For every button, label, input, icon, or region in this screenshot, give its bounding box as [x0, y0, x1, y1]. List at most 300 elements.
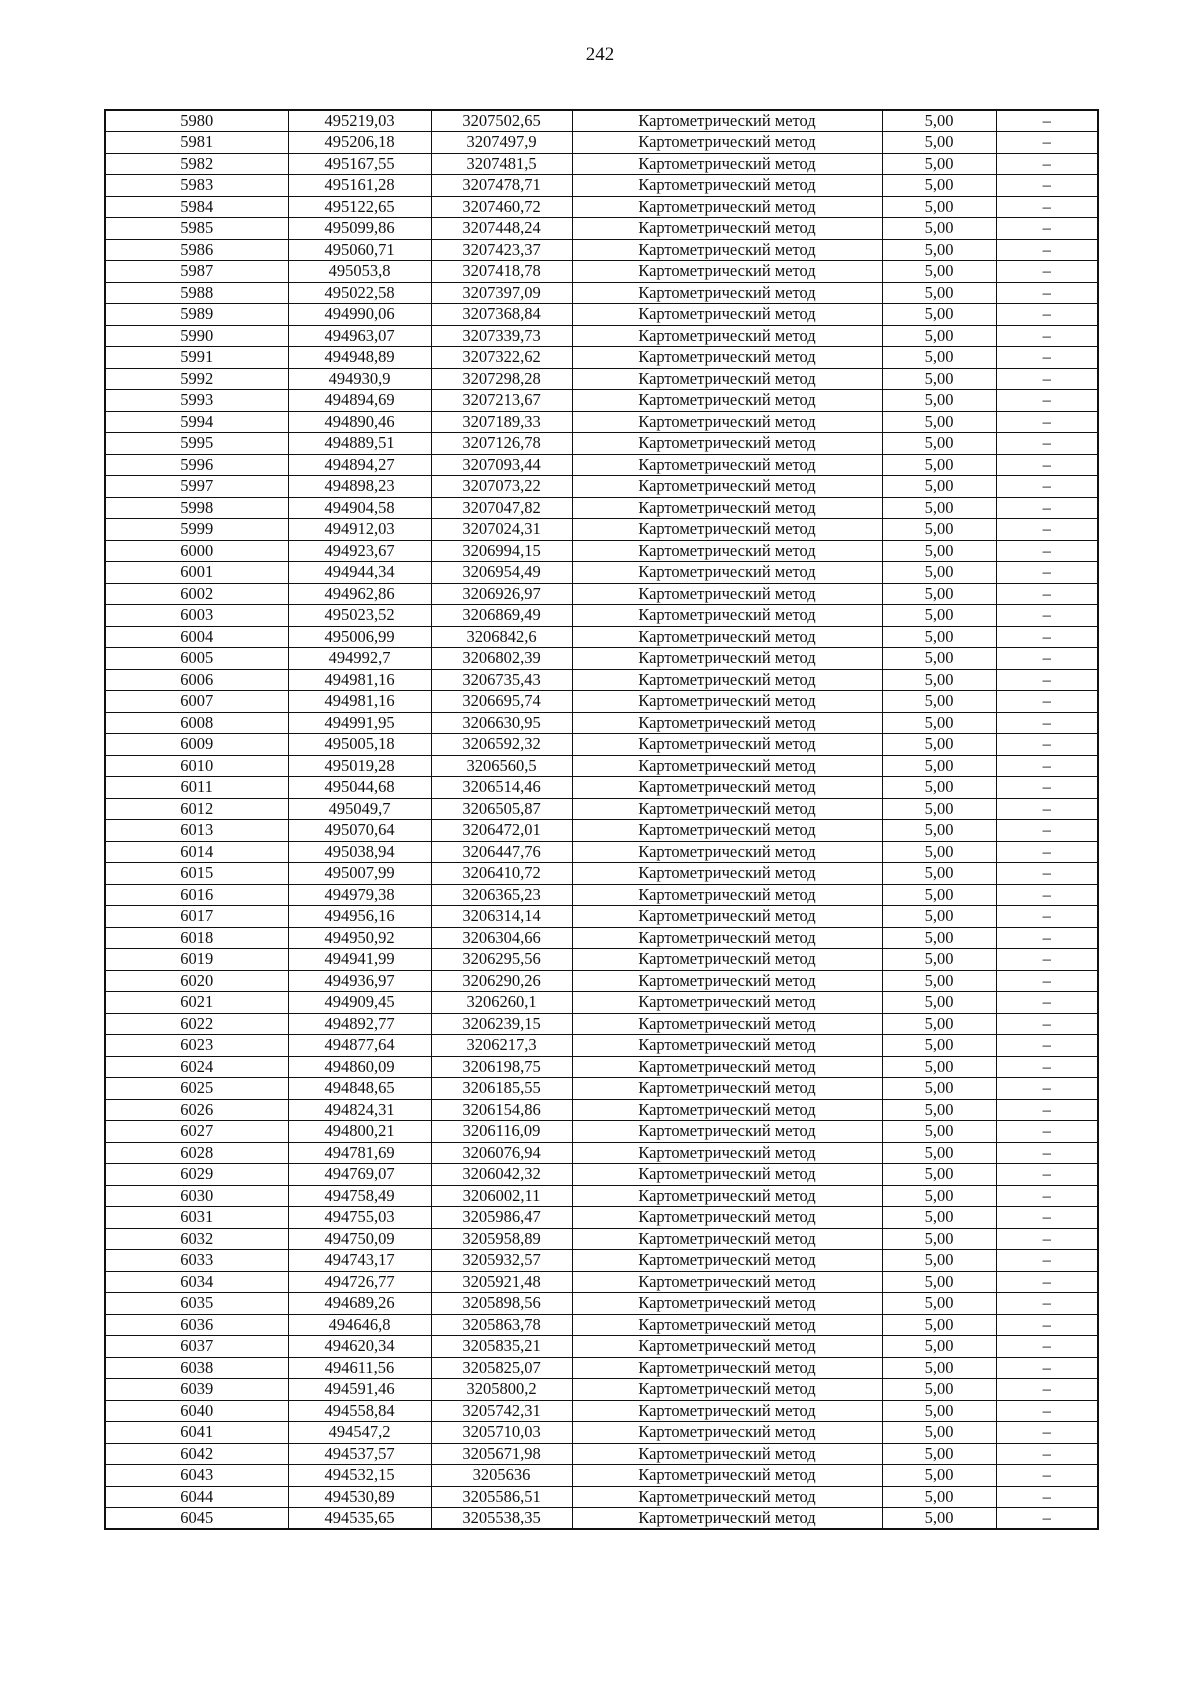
- y-coordinate-cell: 3206802,39: [431, 648, 572, 670]
- y-coordinate-cell: 3205825,07: [431, 1357, 572, 1379]
- table-row: [105, 583, 1098, 605]
- table-row: [105, 519, 1098, 541]
- description-cell: –: [996, 691, 1098, 713]
- table-row: [105, 325, 1098, 347]
- accuracy-cell: 5,00: [882, 390, 996, 412]
- x-coordinate-cell: 494979,38: [288, 884, 431, 906]
- y-coordinate-cell: 3206260,1: [431, 992, 572, 1014]
- method-cell: Картометрический метод: [572, 1486, 882, 1508]
- y-coordinate-cell: 3205671,98: [431, 1443, 572, 1465]
- x-coordinate-cell: 494532,15: [288, 1465, 431, 1487]
- point-number-cell: 6008: [105, 712, 288, 734]
- table-row: [105, 949, 1098, 971]
- method-cell: Картометрический метод: [572, 390, 882, 412]
- description-cell: –: [996, 1250, 1098, 1272]
- method-cell: Картометрический метод: [572, 411, 882, 433]
- method-cell: Картометрический метод: [572, 906, 882, 928]
- accuracy-cell: 5,00: [882, 1250, 996, 1272]
- x-coordinate-cell: 494944,34: [288, 562, 431, 584]
- description-cell: –: [996, 1035, 1098, 1057]
- table-row: [105, 1508, 1098, 1530]
- table-row: [105, 1056, 1098, 1078]
- table-row: [105, 798, 1098, 820]
- point-number-cell: 6002: [105, 583, 288, 605]
- table-row: [105, 261, 1098, 283]
- x-coordinate-cell: 494941,99: [288, 949, 431, 971]
- accuracy-cell: 5,00: [882, 454, 996, 476]
- point-number-cell: 5995: [105, 433, 288, 455]
- x-coordinate-cell: 495022,58: [288, 282, 431, 304]
- method-cell: Картометрический метод: [572, 540, 882, 562]
- y-coordinate-cell: 3205742,31: [431, 1400, 572, 1422]
- description-cell: –: [996, 304, 1098, 326]
- y-coordinate-cell: 3206560,5: [431, 755, 572, 777]
- x-coordinate-cell: 494530,89: [288, 1486, 431, 1508]
- table-row: [105, 927, 1098, 949]
- y-coordinate-cell: 3205586,51: [431, 1486, 572, 1508]
- method-cell: Картометрический метод: [572, 1422, 882, 1444]
- method-cell: Картометрический метод: [572, 777, 882, 799]
- y-coordinate-cell: 3207024,31: [431, 519, 572, 541]
- method-cell: Картометрический метод: [572, 1379, 882, 1401]
- x-coordinate-cell: 495007,99: [288, 863, 431, 885]
- y-coordinate-cell: 3206365,23: [431, 884, 572, 906]
- point-number-cell: 6039: [105, 1379, 288, 1401]
- accuracy-cell: 5,00: [882, 519, 996, 541]
- table-row: [105, 476, 1098, 498]
- y-coordinate-cell: 3207093,44: [431, 454, 572, 476]
- y-coordinate-cell: 3207448,24: [431, 218, 572, 240]
- point-number-cell: 6040: [105, 1400, 288, 1422]
- y-coordinate-cell: 3207073,22: [431, 476, 572, 498]
- description-cell: –: [996, 755, 1098, 777]
- table-row: [105, 1486, 1098, 1508]
- point-number-cell: 6017: [105, 906, 288, 928]
- method-cell: Картометрический метод: [572, 712, 882, 734]
- table-row: [105, 390, 1098, 412]
- x-coordinate-cell: 494689,26: [288, 1293, 431, 1315]
- table-row: [105, 1443, 1098, 1465]
- y-coordinate-cell: 3205921,48: [431, 1271, 572, 1293]
- x-coordinate-cell: 494890,46: [288, 411, 431, 433]
- table-row: [105, 734, 1098, 756]
- method-cell: Картометрический метод: [572, 304, 882, 326]
- method-cell: Картометрический метод: [572, 1271, 882, 1293]
- point-number-cell: 6014: [105, 841, 288, 863]
- point-number-cell: 5981: [105, 132, 288, 154]
- point-number-cell: 6021: [105, 992, 288, 1014]
- accuracy-cell: 5,00: [882, 1035, 996, 1057]
- x-coordinate-cell: 494992,7: [288, 648, 431, 670]
- point-number-cell: 5990: [105, 325, 288, 347]
- description-cell: –: [996, 669, 1098, 691]
- table-row: [105, 218, 1098, 240]
- point-number-cell: 6005: [105, 648, 288, 670]
- description-cell: –: [996, 1056, 1098, 1078]
- point-number-cell: 5984: [105, 196, 288, 218]
- method-cell: Картометрический метод: [572, 1250, 882, 1272]
- y-coordinate-cell: 3207478,71: [431, 175, 572, 197]
- point-number-cell: 6007: [105, 691, 288, 713]
- description-cell: –: [996, 1422, 1098, 1444]
- table-row: [105, 712, 1098, 734]
- point-number-cell: 6038: [105, 1357, 288, 1379]
- point-number-cell: 5987: [105, 261, 288, 283]
- y-coordinate-cell: 3206447,76: [431, 841, 572, 863]
- point-number-cell: 6041: [105, 1422, 288, 1444]
- description-cell: –: [996, 1185, 1098, 1207]
- accuracy-cell: 5,00: [882, 304, 996, 326]
- description-cell: –: [996, 1207, 1098, 1229]
- y-coordinate-cell: 3205636: [431, 1465, 572, 1487]
- description-cell: –: [996, 777, 1098, 799]
- accuracy-cell: 5,00: [882, 261, 996, 283]
- x-coordinate-cell: 494981,16: [288, 669, 431, 691]
- point-number-cell: 6018: [105, 927, 288, 949]
- x-coordinate-cell: 495006,99: [288, 626, 431, 648]
- method-cell: Картометрический метод: [572, 218, 882, 240]
- method-cell: Картометрический метод: [572, 1142, 882, 1164]
- accuracy-cell: 5,00: [882, 1013, 996, 1035]
- description-cell: –: [996, 927, 1098, 949]
- table-row: [105, 304, 1098, 326]
- accuracy-cell: 5,00: [882, 927, 996, 949]
- method-cell: Картометрический метод: [572, 1400, 882, 1422]
- point-number-cell: 6024: [105, 1056, 288, 1078]
- x-coordinate-cell: 495167,55: [288, 153, 431, 175]
- description-cell: –: [996, 390, 1098, 412]
- y-coordinate-cell: 3206926,97: [431, 583, 572, 605]
- x-coordinate-cell: 494800,21: [288, 1121, 431, 1143]
- description-cell: –: [996, 540, 1098, 562]
- table-row: [105, 691, 1098, 713]
- point-number-cell: 6003: [105, 605, 288, 627]
- accuracy-cell: 5,00: [882, 841, 996, 863]
- x-coordinate-cell: 494948,89: [288, 347, 431, 369]
- description-cell: –: [996, 949, 1098, 971]
- y-coordinate-cell: 3207322,62: [431, 347, 572, 369]
- x-coordinate-cell: 494755,03: [288, 1207, 431, 1229]
- point-number-cell: 6006: [105, 669, 288, 691]
- description-cell: –: [996, 239, 1098, 261]
- table-row: [105, 433, 1098, 455]
- y-coordinate-cell: 3207213,67: [431, 390, 572, 412]
- description-cell: –: [996, 884, 1098, 906]
- y-coordinate-cell: 3206592,32: [431, 734, 572, 756]
- point-number-cell: 6022: [105, 1013, 288, 1035]
- description-cell: –: [996, 1465, 1098, 1487]
- x-coordinate-cell: 494963,07: [288, 325, 431, 347]
- accuracy-cell: 5,00: [882, 1465, 996, 1487]
- method-cell: Картометрический метод: [572, 1035, 882, 1057]
- description-cell: –: [996, 347, 1098, 369]
- y-coordinate-cell: 3206505,87: [431, 798, 572, 820]
- y-coordinate-cell: 3206304,66: [431, 927, 572, 949]
- y-coordinate-cell: 3207339,73: [431, 325, 572, 347]
- y-coordinate-cell: 3206735,43: [431, 669, 572, 691]
- method-cell: Картометрический метод: [572, 132, 882, 154]
- y-coordinate-cell: 3206042,32: [431, 1164, 572, 1186]
- method-cell: Картометрический метод: [572, 992, 882, 1014]
- point-number-cell: 6034: [105, 1271, 288, 1293]
- method-cell: Картометрический метод: [572, 433, 882, 455]
- description-cell: –: [996, 1078, 1098, 1100]
- accuracy-cell: 5,00: [882, 282, 996, 304]
- point-number-cell: 5980: [105, 110, 288, 132]
- table-row: [105, 1336, 1098, 1358]
- method-cell: Картометрический метод: [572, 175, 882, 197]
- x-coordinate-cell: 494620,34: [288, 1336, 431, 1358]
- y-coordinate-cell: 3206410,72: [431, 863, 572, 885]
- accuracy-cell: 5,00: [882, 1164, 996, 1186]
- accuracy-cell: 5,00: [882, 368, 996, 390]
- method-cell: Картометрический метод: [572, 691, 882, 713]
- x-coordinate-cell: 494860,09: [288, 1056, 431, 1078]
- table-row: [105, 863, 1098, 885]
- x-coordinate-cell: 495070,64: [288, 820, 431, 842]
- x-coordinate-cell: 494877,64: [288, 1035, 431, 1057]
- method-cell: Картометрический метод: [572, 1443, 882, 1465]
- x-coordinate-cell: 494781,69: [288, 1142, 431, 1164]
- point-number-cell: 6019: [105, 949, 288, 971]
- method-cell: Картометрический метод: [572, 1293, 882, 1315]
- y-coordinate-cell: 3207481,5: [431, 153, 572, 175]
- point-number-cell: 6028: [105, 1142, 288, 1164]
- x-coordinate-cell: 495023,52: [288, 605, 431, 627]
- method-cell: Картометрический метод: [572, 347, 882, 369]
- method-cell: Картометрический метод: [572, 153, 882, 175]
- x-coordinate-cell: 494962,86: [288, 583, 431, 605]
- method-cell: Картометрический метод: [572, 927, 882, 949]
- method-cell: Картометрический метод: [572, 669, 882, 691]
- table-row: [105, 1400, 1098, 1422]
- description-cell: –: [996, 325, 1098, 347]
- x-coordinate-cell: 494894,69: [288, 390, 431, 412]
- y-coordinate-cell: 3205710,03: [431, 1422, 572, 1444]
- method-cell: Картометрический метод: [572, 454, 882, 476]
- description-cell: –: [996, 1400, 1098, 1422]
- point-number-cell: 6001: [105, 562, 288, 584]
- point-number-cell: 6030: [105, 1185, 288, 1207]
- point-number-cell: 5991: [105, 347, 288, 369]
- point-number-cell: 6042: [105, 1443, 288, 1465]
- y-coordinate-cell: 3206472,01: [431, 820, 572, 842]
- y-coordinate-cell: 3205863,78: [431, 1314, 572, 1336]
- y-coordinate-cell: 3206842,6: [431, 626, 572, 648]
- point-number-cell: 5997: [105, 476, 288, 498]
- method-cell: Картометрический метод: [572, 1314, 882, 1336]
- x-coordinate-cell: 494824,31: [288, 1099, 431, 1121]
- table-row: [105, 992, 1098, 1014]
- y-coordinate-cell: 3206295,56: [431, 949, 572, 971]
- x-coordinate-cell: 494889,51: [288, 433, 431, 455]
- table-row: [105, 562, 1098, 584]
- method-cell: Картометрический метод: [572, 734, 882, 756]
- accuracy-cell: 5,00: [882, 712, 996, 734]
- accuracy-cell: 5,00: [882, 1078, 996, 1100]
- accuracy-cell: 5,00: [882, 411, 996, 433]
- method-cell: Картометрический метод: [572, 1228, 882, 1250]
- accuracy-cell: 5,00: [882, 110, 996, 132]
- point-number-cell: 5989: [105, 304, 288, 326]
- y-coordinate-cell: 3205932,57: [431, 1250, 572, 1272]
- point-number-cell: 6026: [105, 1099, 288, 1121]
- x-coordinate-cell: 494991,95: [288, 712, 431, 734]
- table-row: [105, 820, 1098, 842]
- y-coordinate-cell: 3205538,35: [431, 1508, 572, 1530]
- point-number-cell: 5985: [105, 218, 288, 240]
- y-coordinate-cell: 3205898,56: [431, 1293, 572, 1315]
- table-row: [105, 626, 1098, 648]
- accuracy-cell: 5,00: [882, 1400, 996, 1422]
- table-row: [105, 605, 1098, 627]
- description-cell: –: [996, 1508, 1098, 1530]
- accuracy-cell: 5,00: [882, 196, 996, 218]
- description-cell: –: [996, 1121, 1098, 1143]
- description-cell: –: [996, 863, 1098, 885]
- y-coordinate-cell: 3207423,37: [431, 239, 572, 261]
- accuracy-cell: 5,00: [882, 798, 996, 820]
- x-coordinate-cell: 494898,23: [288, 476, 431, 498]
- method-cell: Картометрический метод: [572, 1056, 882, 1078]
- accuracy-cell: 5,00: [882, 1121, 996, 1143]
- x-coordinate-cell: 494894,27: [288, 454, 431, 476]
- coordinates-table: [104, 109, 1099, 1530]
- method-cell: Картометрический метод: [572, 519, 882, 541]
- y-coordinate-cell: 3207460,72: [431, 196, 572, 218]
- method-cell: Картометрический метод: [572, 1185, 882, 1207]
- point-number-cell: 6004: [105, 626, 288, 648]
- method-cell: Картометрический метод: [572, 1336, 882, 1358]
- method-cell: Картометрический метод: [572, 820, 882, 842]
- table-row: [105, 110, 1098, 132]
- method-cell: Картометрический метод: [572, 949, 882, 971]
- accuracy-cell: 5,00: [882, 497, 996, 519]
- table-row: [105, 368, 1098, 390]
- y-coordinate-cell: 3206630,95: [431, 712, 572, 734]
- y-coordinate-cell: 3206290,26: [431, 970, 572, 992]
- table-row: [105, 1078, 1098, 1100]
- method-cell: Картометрический метод: [572, 1099, 882, 1121]
- method-cell: Картометрический метод: [572, 755, 882, 777]
- method-cell: Картометрический метод: [572, 1357, 882, 1379]
- table-row: [105, 1099, 1098, 1121]
- point-number-cell: 5992: [105, 368, 288, 390]
- description-cell: –: [996, 1228, 1098, 1250]
- table-row: [105, 497, 1098, 519]
- point-number-cell: 6011: [105, 777, 288, 799]
- description-cell: –: [996, 906, 1098, 928]
- accuracy-cell: 5,00: [882, 755, 996, 777]
- y-coordinate-cell: 3206695,74: [431, 691, 572, 713]
- point-number-cell: 5999: [105, 519, 288, 541]
- point-number-cell: 6010: [105, 755, 288, 777]
- y-coordinate-cell: 3207502,65: [431, 110, 572, 132]
- method-cell: Картометрический метод: [572, 798, 882, 820]
- y-coordinate-cell: 3207418,78: [431, 261, 572, 283]
- accuracy-cell: 5,00: [882, 433, 996, 455]
- accuracy-cell: 5,00: [882, 1099, 996, 1121]
- point-number-cell: 6016: [105, 884, 288, 906]
- accuracy-cell: 5,00: [882, 325, 996, 347]
- point-number-cell: 6023: [105, 1035, 288, 1057]
- point-number-cell: 5982: [105, 153, 288, 175]
- point-number-cell: 6013: [105, 820, 288, 842]
- point-number-cell: 5994: [105, 411, 288, 433]
- method-cell: Картометрический метод: [572, 648, 882, 670]
- x-coordinate-cell: 495122,65: [288, 196, 431, 218]
- table-row: [105, 153, 1098, 175]
- method-cell: Картометрический метод: [572, 626, 882, 648]
- point-number-cell: 6043: [105, 1465, 288, 1487]
- y-coordinate-cell: 3205835,21: [431, 1336, 572, 1358]
- table-row: [105, 906, 1098, 928]
- table-row: [105, 1271, 1098, 1293]
- accuracy-cell: 5,00: [882, 175, 996, 197]
- x-coordinate-cell: 495005,18: [288, 734, 431, 756]
- x-coordinate-cell: 495038,94: [288, 841, 431, 863]
- x-coordinate-cell: 494912,03: [288, 519, 431, 541]
- x-coordinate-cell: 494743,17: [288, 1250, 431, 1272]
- point-number-cell: 6033: [105, 1250, 288, 1272]
- table-row: [105, 1422, 1098, 1444]
- description-cell: –: [996, 712, 1098, 734]
- accuracy-cell: 5,00: [882, 777, 996, 799]
- point-number-cell: 6037: [105, 1336, 288, 1358]
- accuracy-cell: 5,00: [882, 820, 996, 842]
- description-cell: –: [996, 368, 1098, 390]
- description-cell: –: [996, 282, 1098, 304]
- y-coordinate-cell: 3206314,14: [431, 906, 572, 928]
- accuracy-cell: 5,00: [882, 1336, 996, 1358]
- method-cell: Картометрический метод: [572, 841, 882, 863]
- x-coordinate-cell: 495099,86: [288, 218, 431, 240]
- table-row: [105, 239, 1098, 261]
- table-row: [105, 1379, 1098, 1401]
- table-row: [105, 1185, 1098, 1207]
- point-number-cell: 6015: [105, 863, 288, 885]
- description-cell: –: [996, 820, 1098, 842]
- accuracy-cell: 5,00: [882, 1486, 996, 1508]
- description-cell: –: [996, 261, 1098, 283]
- method-cell: Картометрический метод: [572, 239, 882, 261]
- x-coordinate-cell: 494904,58: [288, 497, 431, 519]
- page-number: 242: [585, 44, 615, 65]
- method-cell: Картометрический метод: [572, 368, 882, 390]
- accuracy-cell: 5,00: [882, 992, 996, 1014]
- y-coordinate-cell: 3207368,84: [431, 304, 572, 326]
- x-coordinate-cell: 494848,65: [288, 1078, 431, 1100]
- accuracy-cell: 5,00: [882, 1185, 996, 1207]
- method-cell: Картометрический метод: [572, 1013, 882, 1035]
- x-coordinate-cell: 495053,8: [288, 261, 431, 283]
- x-coordinate-cell: 494537,57: [288, 1443, 431, 1465]
- description-cell: –: [996, 1142, 1098, 1164]
- accuracy-cell: 5,00: [882, 153, 996, 175]
- accuracy-cell: 5,00: [882, 863, 996, 885]
- x-coordinate-cell: 494611,56: [288, 1357, 431, 1379]
- accuracy-cell: 5,00: [882, 132, 996, 154]
- accuracy-cell: 5,00: [882, 669, 996, 691]
- description-cell: –: [996, 175, 1098, 197]
- x-coordinate-cell: 495219,03: [288, 110, 431, 132]
- x-coordinate-cell: 495044,68: [288, 777, 431, 799]
- table-row: [105, 282, 1098, 304]
- table-row: [105, 347, 1098, 369]
- x-coordinate-cell: 494547,2: [288, 1422, 431, 1444]
- x-coordinate-cell: 494950,92: [288, 927, 431, 949]
- table-row: [105, 1357, 1098, 1379]
